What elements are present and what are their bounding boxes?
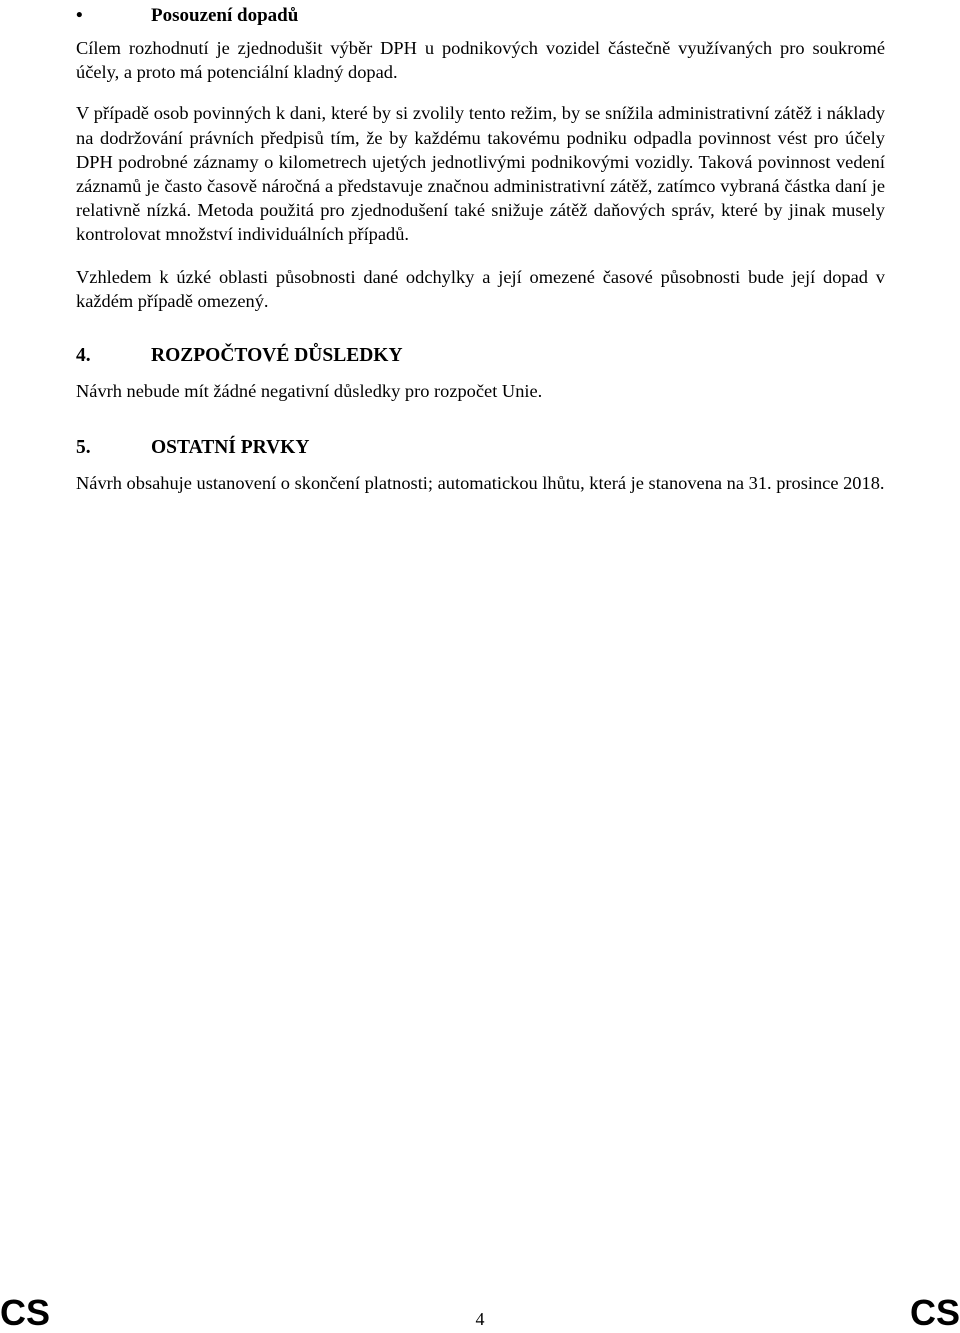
section-body-budget: Návrh nebude mít žádné negativní důsledky pro rozpočet Unie. xyxy=(76,381,543,402)
section-heading-budget xyxy=(76,344,885,368)
footer-language-left: CS xyxy=(0,1292,51,1333)
section-body-other: Návrh obsahuje ustanovení o skončení platnosti; automatickou lhůtu, která je stanovena na 31. prosince 2018. xyxy=(76,473,885,494)
page-footer xyxy=(0,1292,960,1333)
paragraph-scope: Vzhledem k úzké oblasti působnosti dané odchylky a její omezené časové působnosti bude její dopad v každém případě omezený. xyxy=(76,266,885,311)
section-title: OSTATNÍ PRVKY xyxy=(151,437,310,459)
section-title: ROZPOČTOVÉ DŮSLEDKY xyxy=(151,345,403,367)
bullet-icon: • xyxy=(76,5,83,26)
paragraph-aim: Cílem rozhodnutí je zjednodušit výběr DPH u podnikových vozidel částečně využívaných pro soukromé účely, a proto má potenciální kladný dopad. xyxy=(76,38,885,83)
section-number: 5. xyxy=(76,437,91,459)
bullet-heading xyxy=(76,4,885,28)
paragraph-taxable-persons: V případě osob povinných k dani, které by si zvolily tento režim, by se snížila administrativní zátěž i náklady na dodržování právních předpisů tím, že by každému takovému podniku odpadla povinnost vést pro účely DPH podrobné záznamy o kilometrech ujetých jednotlivými podnikovými vozidly. Taková povinnost vedení záznamů je často časově náročná a představuje značnou administrativní zátěž, zatímco vybraná částka daní je relativně nízká. Metoda použitá pro zjednodušení také snižuje zátěž daňových správ, které by jinak musely kontrolovat množství individuálních případů. xyxy=(76,103,885,245)
footer-page-number: 4 xyxy=(475,1309,485,1329)
footer-language-right: CS xyxy=(909,1292,960,1333)
section-heading-other xyxy=(76,436,885,460)
section-number: 4. xyxy=(76,345,91,367)
document-page xyxy=(76,0,885,495)
impact-assessment-heading: Posouzení dopadů xyxy=(151,5,299,26)
